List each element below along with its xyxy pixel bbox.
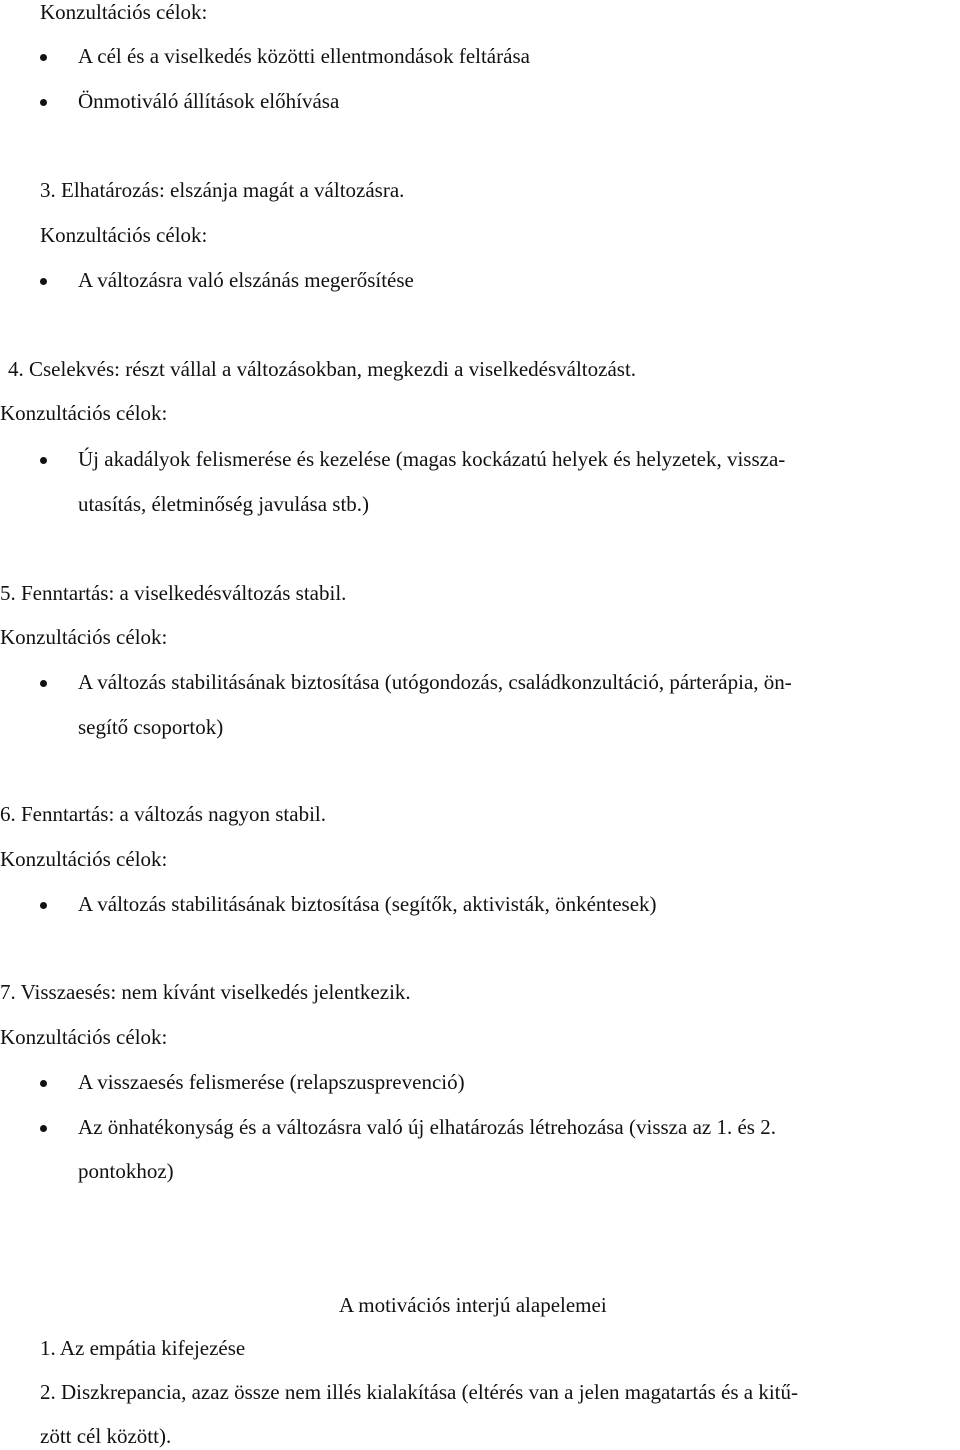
- list-item: Önmotiváló állítások előhívása: [78, 89, 340, 113]
- list-item-continuation: utasítás, életminőség javulása stb.): [78, 492, 370, 516]
- bullet-icon: [40, 278, 47, 285]
- list-item-continuation: segítő csoportok): [78, 715, 224, 739]
- section-title: A motivációs interjú alapelemei: [339, 1293, 607, 1317]
- bullet-icon: [40, 99, 47, 106]
- consult-goals-label: Konzultációs célok:: [0, 847, 168, 871]
- stage-heading: 3. Elhatározás: elszánja magát a változásra.: [40, 178, 405, 202]
- consult-goals-label: Konzultációs célok:: [0, 625, 168, 649]
- bullet-icon: [40, 902, 47, 909]
- bullet-icon: [40, 1080, 47, 1087]
- consult-goals-label: Konzultációs célok:: [0, 401, 168, 425]
- list-item: A cél és a viselkedés közötti ellentmondások feltárása: [78, 44, 530, 68]
- list-item: A változásra való elszánás megerősítése: [78, 268, 414, 292]
- stage-heading: 5. Fenntartás: a viselkedésváltozás stabil.: [0, 581, 347, 605]
- stage-heading: 4. Cselekvés: részt vállal a változásokban, megkezdi a viselkedésváltozást.: [8, 357, 637, 381]
- stage-heading: 6. Fenntartás: a változás nagyon stabil.: [0, 802, 327, 826]
- consult-goals-label: Konzultációs célok:: [40, 0, 208, 24]
- list-item: Az önhatékonyság és a változásra való új elhatározás létrehozása (vissza az 1. és 2.: [78, 1115, 776, 1139]
- list-item: Új akadályok felismerése és kezelése (magas kockázatú helyek és helyzetek, vissza-: [78, 447, 786, 471]
- list-item: A változás stabilitásának biztosítása (segítők, aktivisták, önkéntesek): [78, 892, 657, 916]
- bullet-icon: [40, 1125, 47, 1132]
- bullet-icon: [40, 680, 47, 687]
- principle-item: 1. Az empátia kifejezése: [40, 1336, 246, 1360]
- consult-goals-label: Konzultációs célok:: [40, 223, 208, 247]
- principle-item-continuation: zött cél között).: [40, 1424, 172, 1448]
- stage-heading: 7. Visszaesés: nem kívánt viselkedés jelentkezik.: [0, 980, 411, 1004]
- bullet-icon: [40, 457, 47, 464]
- bullet-icon: [40, 54, 47, 61]
- list-item-continuation: pontokhoz): [78, 1159, 174, 1183]
- consult-goals-label: Konzultációs célok:: [0, 1025, 168, 1049]
- principle-item: 2. Diszkrepancia, azaz össze nem illés kialakítása (eltérés van a jelen magatartás és a kitű-: [40, 1380, 798, 1404]
- list-item: A visszaesés felismerése (relapszusprevenció): [78, 1070, 465, 1094]
- list-item: A változás stabilitásának biztosítása (utógondozás, családkonzultáció, párterápia, ön-: [78, 670, 792, 694]
